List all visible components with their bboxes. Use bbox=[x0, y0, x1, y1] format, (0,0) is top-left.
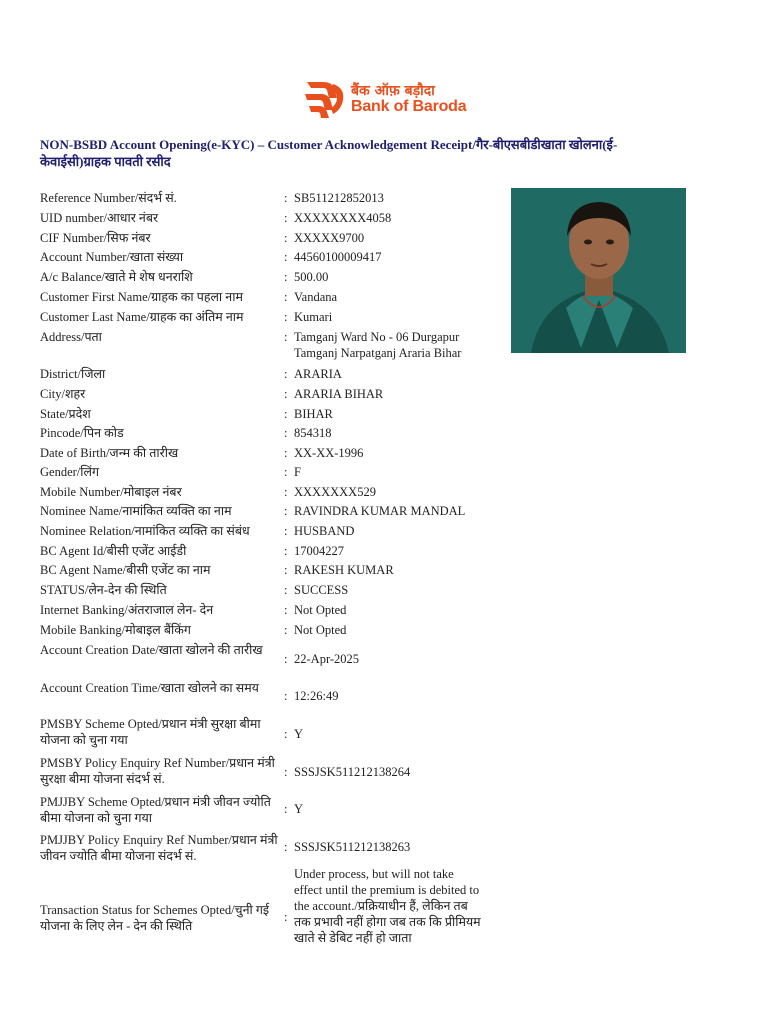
field-value: RAKESH KUMAR bbox=[294, 563, 394, 577]
field-value: Not Opted bbox=[294, 603, 347, 617]
field-value: Tamganj Ward No - 06 Durgapur Tamganj Narpatganj Araria Bihar bbox=[294, 330, 462, 360]
field-label: PMJJBY Scheme Opted/प्रधान मंत्री जीवन ज्योति बीमा योजना को चुना गया bbox=[40, 795, 271, 825]
field-label: BC Agent Id/बीसी एजेंट आईडी bbox=[40, 544, 187, 558]
field-value: SSSJSK511212138263 bbox=[294, 840, 411, 854]
field-value: 22-Apr-2025 bbox=[294, 652, 360, 666]
field-label: Customer First Name/ग्राहक का पहला नाम bbox=[40, 290, 243, 304]
field-value: Kumari bbox=[294, 310, 333, 324]
field-value: 12:26:49 bbox=[294, 689, 339, 703]
field-label: City/शहर bbox=[40, 387, 86, 401]
field-value: SUCCESS bbox=[294, 583, 349, 597]
field-separator: : bbox=[284, 426, 288, 440]
field-label: Internet Banking/अंतराजाल लेन- देन bbox=[40, 603, 214, 617]
field-label: Nominee Name/नामांकित व्यक्ति का नाम bbox=[40, 504, 232, 518]
field-separator: : bbox=[284, 504, 288, 518]
field-label: CIF Number/सिफ नंबर bbox=[40, 231, 151, 245]
field-value: BIHAR bbox=[294, 407, 333, 421]
field-separator: : bbox=[284, 330, 288, 344]
field-label: BC Agent Name/बीसी एजेंट का नाम bbox=[40, 563, 211, 577]
field-value: XX-XX-1996 bbox=[294, 446, 364, 460]
logo-english-text: Bank of Baroda bbox=[351, 97, 467, 115]
field-label: Customer Last Name/ग्राहक का अंतिम नाम bbox=[40, 310, 244, 324]
field-label: Date of Birth/जन्म की तारीख bbox=[40, 446, 179, 460]
field-label: A/c Balance/खाते मे शेष धनराशि bbox=[40, 270, 193, 284]
field-label: Mobile Number/मोबाइल नंबर bbox=[40, 485, 182, 499]
field-separator: : bbox=[284, 840, 288, 854]
field-label: Address/पता bbox=[40, 330, 102, 344]
field-separator: : bbox=[284, 231, 288, 245]
field-label: Account Creation Date/खाता खोलने की तारीख bbox=[40, 643, 263, 657]
field-value: Not Opted bbox=[294, 623, 347, 637]
field-label: Reference Number/संदर्भ सं. bbox=[40, 191, 177, 205]
field-separator: : bbox=[284, 727, 288, 741]
field-separator: : bbox=[284, 446, 288, 460]
field-value: XXXXXXX529 bbox=[294, 485, 376, 499]
field-separator: : bbox=[284, 603, 288, 617]
field-value: 854318 bbox=[294, 426, 332, 440]
field-separator: : bbox=[284, 407, 288, 421]
field-separator: : bbox=[284, 191, 288, 205]
field-separator: : bbox=[284, 563, 288, 577]
field-value: Y bbox=[294, 727, 304, 741]
field-value: F bbox=[294, 465, 301, 479]
field-value: XXXXX9700 bbox=[294, 231, 365, 245]
field-separator: : bbox=[284, 310, 288, 324]
field-value: SB511212852013 bbox=[294, 191, 384, 205]
field-separator: : bbox=[284, 524, 288, 538]
field-label: Gender/लिंग bbox=[40, 465, 100, 479]
field-value: HUSBAND bbox=[294, 524, 355, 538]
field-value: Y bbox=[294, 802, 304, 816]
field-value: Under process, but will not take effect until the premium is debited to the account./प्रक्रियाधीन हैं, लेकिन तब तक प्रभावी नहीं होगा जब तक कि प्रीमियम खाते से डेबिट नहीं हो जाता bbox=[294, 867, 481, 945]
field-separator: : bbox=[284, 465, 288, 479]
field-separator: : bbox=[284, 802, 288, 816]
field-separator: : bbox=[284, 485, 288, 499]
field-label: District/जिला bbox=[40, 367, 106, 381]
field-separator: : bbox=[284, 623, 288, 637]
field-value: XXXXXXXX4058 bbox=[294, 211, 392, 225]
field-label: Pincode/पिन कोड bbox=[40, 426, 124, 440]
field-separator: : bbox=[284, 290, 288, 304]
field-value: ARARIA BIHAR bbox=[294, 387, 384, 401]
field-label: UID number/आधार नंबर bbox=[40, 211, 159, 225]
field-separator: : bbox=[284, 765, 288, 779]
field-separator: : bbox=[284, 689, 288, 703]
field-separator: : bbox=[284, 250, 288, 264]
field-value: 17004227 bbox=[294, 544, 344, 558]
field-value: ARARIA bbox=[294, 367, 342, 381]
field-separator: : bbox=[284, 211, 288, 225]
field-value: 500.00 bbox=[294, 270, 329, 284]
field-separator: : bbox=[284, 910, 288, 924]
field-value: Vandana bbox=[294, 290, 338, 304]
field-value: RAVINDRA KUMAR MANDAL bbox=[294, 504, 466, 518]
field-label: Nominee Relation/नामांकित व्यक्ति का संबंध bbox=[40, 524, 250, 538]
field-value: 44560100009417 bbox=[294, 250, 382, 264]
field-value: SSSJSK511212138264 bbox=[294, 765, 411, 779]
field-separator: : bbox=[284, 367, 288, 381]
field-label: Mobile Banking/मोबाइल बैंकिंग bbox=[40, 623, 191, 637]
field-label: Transaction Status for Schemes Opted/चुनी गई योजना के लिए लेन - देन की स्थिति bbox=[40, 903, 270, 933]
field-label: Account Number/खाता संख्या bbox=[40, 250, 184, 264]
field-separator: : bbox=[284, 583, 288, 597]
field-label: STATUS/लेन-देन की स्थिति bbox=[40, 583, 167, 597]
field-separator: : bbox=[284, 652, 288, 666]
field-separator: : bbox=[284, 270, 288, 284]
field-label: PMSBY Scheme Opted/प्रधान मंत्री सुरक्षा बीमा योजना को चुना गया bbox=[40, 717, 261, 747]
field-separator: : bbox=[284, 387, 288, 401]
field-label: State/प्रदेश bbox=[40, 407, 91, 421]
page-title: NON-BSBD Account Opening(e-KYC) – Customer Acknowledgement Receipt/गैर-बीएसबीडीखाता खोलना(ई-केवाईसी)ग्राहक पावती रसीद bbox=[40, 137, 618, 169]
field-separator: : bbox=[284, 544, 288, 558]
field-label: PMSBY Policy Enquiry Ref Number/प्रधान मंत्री सुरक्षा बीमा योजना संदर्भ सं. bbox=[40, 756, 275, 786]
field-label: Account Creation Time/खाता खोलने का समय bbox=[40, 681, 259, 695]
logo-hindi-text: बैंक ऑफ़ बड़ौदा bbox=[351, 83, 435, 100]
field-label: PMJJBY Policy Enquiry Ref Number/प्रधान मंत्री जीवन ज्योति बीमा योजना संदर्भ सं. bbox=[40, 833, 278, 863]
